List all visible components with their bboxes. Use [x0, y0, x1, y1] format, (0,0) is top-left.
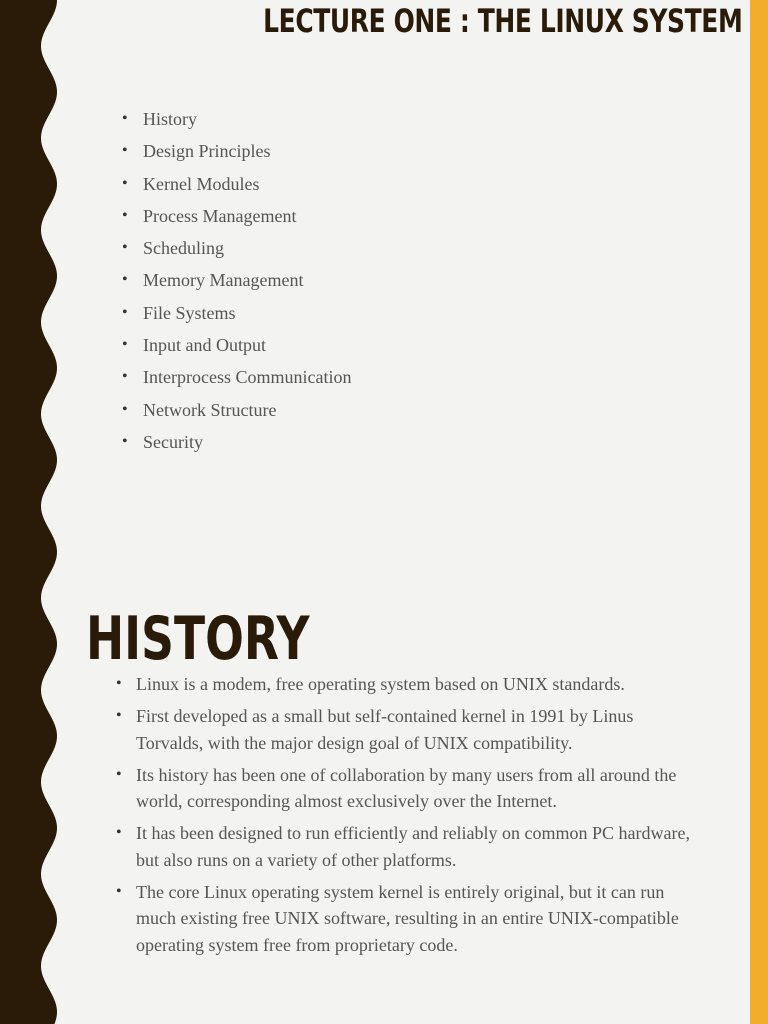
topic-item: • History	[122, 103, 351, 135]
topic-item: • Process Management	[122, 200, 351, 232]
history-bullet: • First developed as a small but self-contained kernel in 1991 by Linus Torvalds, with the major design goal of UNIX compatibility.	[116, 703, 696, 756]
history-bullet: • Linux is a modem, free operating system based on UNIX standards.	[116, 671, 696, 698]
left-wave-border	[0, 0, 60, 1024]
right-accent-bar	[750, 0, 768, 1024]
topic-item: • Security	[122, 426, 351, 458]
topic-item: • Network Structure	[122, 394, 351, 426]
history-bullet: • The core Linux operating system kernel is entirely original, but it can run much existing free UNIX software, resulting in an entire UNIX-compatible operating system free from proprietary code.	[116, 879, 696, 959]
topic-item: • File Systems	[122, 297, 351, 329]
history-heading: HISTORY	[86, 604, 310, 674]
topic-item: • Memory Management	[122, 264, 351, 296]
topic-item: • Input and Output	[122, 329, 351, 361]
slide-title: LECTURE ONE : THE LINUX SYSTEM	[262, 2, 742, 40]
history-bullet: • It has been designed to run efficiently and reliably on common PC hardware, but also runs on a variety of other platforms.	[116, 820, 696, 873]
history-bullet-list	[116, 671, 696, 964]
topic-item: • Interprocess Communication	[122, 361, 351, 393]
topic-item: • Scheduling	[122, 232, 351, 264]
topic-list	[122, 103, 351, 458]
wave-border-shape	[0, 0, 57, 1024]
history-bullet: • Its history has been one of collaboration by many users from all around the world, corresponding almost exclusively over the Internet.	[116, 762, 696, 815]
topic-item: • Kernel Modules	[122, 168, 351, 200]
topic-item: • Design Principles	[122, 135, 351, 167]
